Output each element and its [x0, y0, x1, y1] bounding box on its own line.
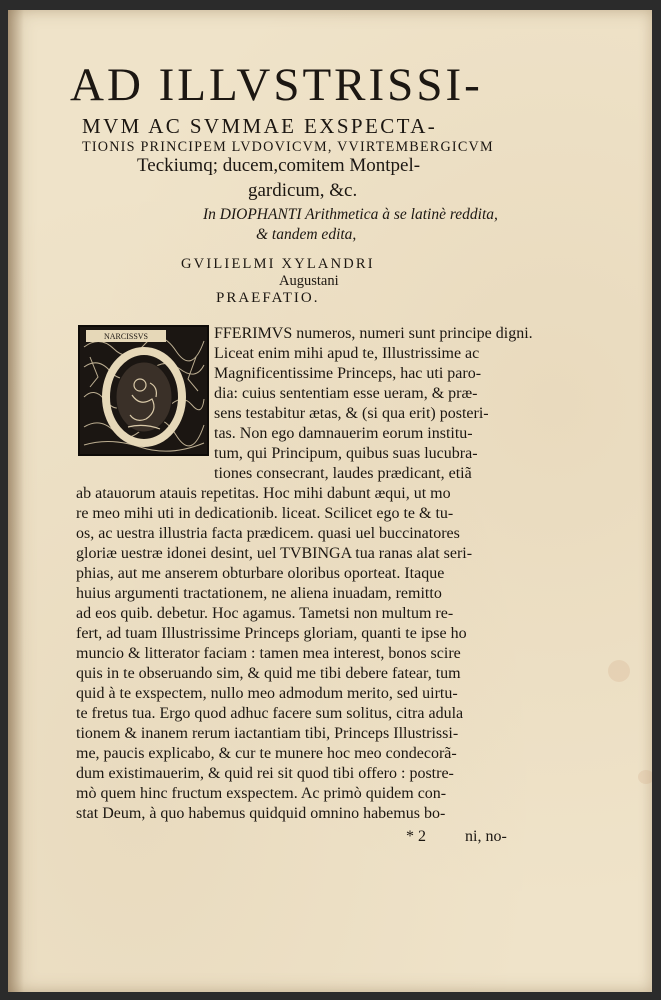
body-line: gloriæ uestræ idonei desint, uel TVBINGA tua ranas alat seri- — [76, 545, 473, 562]
body-line: quis in te obseruando sim, & quid me tibi debere fatear, tum — [76, 665, 461, 682]
body-line: dia: cuius sententiam esse ueram, & præ- — [214, 385, 478, 402]
title-line-1: AD ILLVSTRISSI- — [70, 59, 483, 111]
body-line: tiones consecrant, laudes prædicant, etiã — [214, 465, 472, 482]
signature-mark: * 2 — [406, 828, 426, 845]
title-line-4: Teckiumq; ducem,comitem Montpel- — [137, 155, 421, 176]
body-line: ab atauorum atauis repetitas. Hoc mihi dabunt æqui, ut mo — [76, 485, 451, 502]
body-line: Liceat enim mihi apud te, Illustrissime ac — [214, 345, 480, 362]
subtitle-line-2: & tandem edita, — [256, 226, 357, 243]
body-line: me, paucis explicabo, & cur te munere hoc meo condecorã- — [76, 745, 457, 762]
title-line-2: MVM AC SVMMAE EXSPECTA- — [82, 114, 438, 138]
body-line: tas. Non ego damnauerim eorum institu- — [214, 425, 473, 442]
body-line: huius argumenti tractationem, ne aliena inuadam, remitto — [76, 585, 442, 602]
initial-banner-text: NARCISSVS — [103, 332, 149, 341]
author-name: GVILIELMI XYLANDRI — [181, 256, 375, 272]
body-line: stat Deum, à quo habemus quidquid omnino habemus bo- — [76, 805, 446, 822]
body-line: re meo mihi uti in dedicationib. liceat. Scilicet ego te & tu- — [76, 505, 454, 522]
body-line: os, ac uestra illustria facta prædicem. quasi uel buccinatores — [76, 525, 460, 542]
body-line: tum, qui Principum, quibus suas lucubra- — [214, 445, 478, 462]
body-line: tionem & inanem rerum iactantiam tibi, Princeps Illustrissi- — [76, 725, 459, 742]
body-line: sens testabitur ætas, & (si qua erit) posteri- — [214, 405, 489, 422]
body-line: mò quem hinc fructum exspectem. Ac primò quidem con- — [76, 785, 447, 802]
subtitle-line-1: In DIOPHANTI Arithmetica à se latinè reddita, — [203, 206, 498, 223]
title-line-3: TIONIS PRINCIPEM LVDOVICVM, VVIRTEMBERGICVM — [82, 139, 494, 155]
body-line: quid à te exspectem, nullo meo admodum merito, sed uirtu- — [76, 685, 458, 702]
praefatio-heading: PRAEFATIO. — [216, 290, 320, 306]
body-line: dum existimauerim, & quid rei sit quod tibi offero : postre- — [76, 765, 454, 782]
body-line: Magnificentissime Princeps, hac uti paro- — [214, 365, 482, 382]
body-line: muncio & litterator faciam : tamen mea interest, bonos scire — [76, 645, 461, 662]
body-line: fert, ad tuam Illustrissime Princeps gloriam, quanti te ipse ho — [76, 625, 467, 642]
catchword: ni, no- — [465, 828, 507, 845]
body-line: ad eos quib. debetur. Hoc agamus. Tametsi non multum re- — [76, 605, 454, 622]
author-origin: Augustani — [279, 273, 339, 289]
title-line-5: gardicum, &c. — [248, 180, 358, 201]
body-line: te fretus tua. Ergo quod adhuc facere sum solitus, citra adula — [76, 705, 464, 722]
body-line: FFERIMVS numeros, numeri sunt principe digni. — [214, 325, 533, 342]
body-line: phias, aut me anserem obturbare oloribus oporteat. Itaque — [76, 565, 445, 582]
